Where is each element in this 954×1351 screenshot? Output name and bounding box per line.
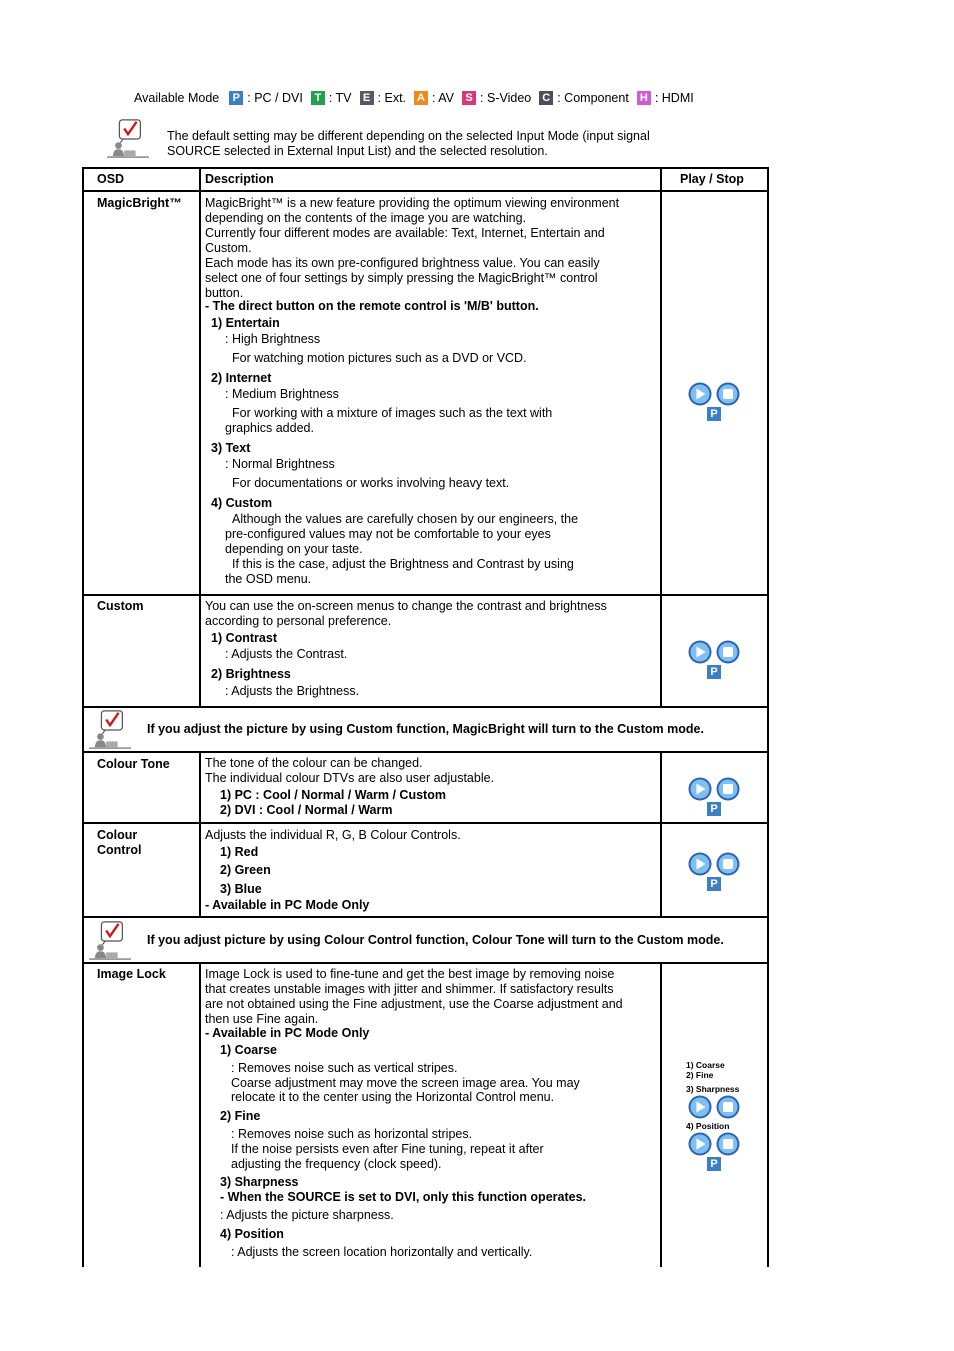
mode-ext-icon: E xyxy=(360,91,374,105)
mode-desc: pre-configured values may not be comfortable to your eyes xyxy=(225,527,551,541)
mode-desc: For documentations or works involving heavy text. xyxy=(232,476,510,490)
play-stop-controls[interactable] xyxy=(688,777,742,804)
mode-tv-icon: T xyxy=(311,91,325,105)
mode-pc-icon: P xyxy=(707,1157,721,1171)
play-stop-controls[interactable] xyxy=(688,640,742,667)
play-stop-controls[interactable] xyxy=(688,1095,742,1122)
mode-title: 3) Text xyxy=(211,441,251,455)
availability-note: - Available in PC Mode Only xyxy=(205,1026,370,1040)
desc-line: Custom. xyxy=(205,241,252,255)
image-lock-description xyxy=(205,967,655,1027)
osd-colour-tone: Colour Tone xyxy=(97,757,170,771)
legend-label: : AV xyxy=(432,91,455,105)
option-desc: : Adjusts the screen location horizontally and vertically. xyxy=(231,1245,533,1259)
mode-desc: : Normal Brightness xyxy=(225,457,335,471)
option-title: 3) Blue xyxy=(220,882,262,896)
legend-label: : Ext. xyxy=(377,91,407,105)
col-divider xyxy=(199,751,201,918)
option-title: 1) PC : Cool / Normal / Warm / Custom xyxy=(220,788,446,802)
colour-control-note: If you adjust picture by using Colour Control function, Colour Tone will turn to the Custom mode. xyxy=(147,933,724,947)
mode-desc: : High Brightness xyxy=(225,332,321,346)
table-border-right xyxy=(767,167,769,1267)
mode-pc-icon: P xyxy=(707,407,721,421)
osd-colour-control: Control xyxy=(97,843,142,857)
top-note xyxy=(167,129,650,159)
col-divider xyxy=(660,962,662,1267)
header-play-stop: Play / Stop xyxy=(680,172,744,186)
option-title: 2) Brightness xyxy=(211,667,291,681)
option-title: 1) Contrast xyxy=(211,631,277,645)
desc-line: are not obtained using the Fine adjustment, use the Coarse adjustment and xyxy=(205,997,623,1011)
option-title: 4) Position xyxy=(220,1227,284,1241)
col-divider xyxy=(199,167,201,708)
mode-desc: If this is the case, adjust the Brightness and Contrast by using xyxy=(232,557,574,571)
col-divider xyxy=(660,167,662,708)
osd-image-lock: Image Lock xyxy=(97,967,166,981)
col-divider xyxy=(199,962,201,1267)
availability-note: - Available in PC Mode Only xyxy=(205,898,370,912)
desc-line: button. xyxy=(205,286,244,300)
option-desc: : Adjusts the picture sharpness. xyxy=(220,1208,394,1222)
mode-desc: depending on your taste. xyxy=(225,542,363,556)
option-desc: : Removes noise such as horizontal stripes. xyxy=(231,1127,473,1141)
option-desc: relocate it to the center using the Horizontal Control menu. xyxy=(231,1090,555,1104)
mode-desc: Although the values are carefully chosen by our engineers, the xyxy=(232,512,579,526)
mode-desc: For watching motion pictures such as a DVD or VCD. xyxy=(232,351,527,365)
mode-desc: For working with a mixture of images such as the text with xyxy=(232,406,553,420)
option-title: 3) Sharpness xyxy=(220,1175,299,1189)
osd-colour-control: Colour xyxy=(97,828,138,842)
row-divider xyxy=(82,190,769,192)
dvi-note: - When the SOURCE is set to DVI, only this function operates. xyxy=(220,1190,587,1204)
mode-pc-icon: P xyxy=(229,91,243,105)
option-title: 2) DVI : Cool / Normal / Warm xyxy=(220,803,393,817)
top-note-line: The default setting may be different depending on the selected Input Mode (input signal xyxy=(167,129,650,143)
legend-label: : S-Video xyxy=(480,91,532,105)
mode-hdmi-icon: H xyxy=(637,91,651,105)
desc-line: MagicBright™ is a new feature providing the optimum viewing environment xyxy=(205,196,620,210)
legend-prefix: Available Mode xyxy=(134,91,220,105)
play-stop-controls[interactable] xyxy=(688,382,742,409)
osd-custom: Custom xyxy=(97,599,144,613)
magicbright-direct-note: - The direct button on the remote control is 'M/B' button. xyxy=(205,299,539,313)
option-desc: : Removes noise such as vertical stripes. xyxy=(231,1061,458,1075)
option-desc: adjusting the frequency (clock speed). xyxy=(231,1157,442,1171)
row-divider xyxy=(82,706,769,708)
desc-line: Each mode has its own pre-configured brightness value. You can easily xyxy=(205,256,600,270)
option-title: 2) Fine xyxy=(220,1109,261,1123)
mode-title: 1) Entertain xyxy=(211,316,280,330)
desc-line: Currently four different modes are available: Text, Internet, Entertain and xyxy=(205,226,605,240)
ps-label: 3) Sharpness xyxy=(686,1084,740,1094)
ps-label: 2) Fine xyxy=(686,1070,714,1080)
custom-note: If you adjust the picture by using Custom function, MagicBright will turn to the Custom mode. xyxy=(147,722,704,736)
mode-title: 4) Custom xyxy=(211,496,273,510)
mode-component-icon: C xyxy=(539,91,553,105)
desc-line: Image Lock is used to fine-tune and get the best image by removing noise xyxy=(205,967,615,981)
option-title: 1) Red xyxy=(220,845,259,859)
mode-pc-icon: P xyxy=(707,802,721,816)
table-border-top xyxy=(82,167,769,169)
ps-label: 1) Coarse xyxy=(686,1060,725,1070)
mode-svideo-icon: S xyxy=(462,91,476,105)
desc-line: select one of four settings by simply pressing the MagicBright™ control xyxy=(205,271,598,285)
row-divider xyxy=(82,822,769,824)
play-stop-controls[interactable] xyxy=(688,852,742,879)
note-icon xyxy=(88,709,132,752)
desc-line: depending on the contents of the image you are watching. xyxy=(205,211,527,225)
row-divider xyxy=(82,962,769,964)
magicbright-description xyxy=(205,196,655,301)
legend-label: : HDMI xyxy=(654,91,694,105)
desc-line: according to personal preference. xyxy=(205,614,392,628)
desc-line: The individual colour DTVs are also user adjustable. xyxy=(205,771,495,785)
option-desc: : Adjusts the Contrast. xyxy=(225,647,348,661)
top-note-line: SOURCE selected in External Input List) and the selected resolution. xyxy=(167,144,548,158)
note-icon xyxy=(88,920,132,963)
desc-line: that creates unstable images with jitter and shimmer. If satisfactory results xyxy=(205,982,614,996)
row-divider xyxy=(82,594,769,596)
desc-line: The tone of the colour can be changed. xyxy=(205,756,423,770)
legend-label: : Component xyxy=(557,91,629,105)
option-title: 1) Coarse xyxy=(220,1043,277,1057)
legend-label: : TV xyxy=(328,91,352,105)
legend-label: : PC / DVI xyxy=(247,91,303,105)
osd-magicbright: MagicBright™ xyxy=(97,196,182,210)
option-desc: If the noise persists even after Fine tuning, repeat it after xyxy=(231,1142,544,1156)
available-mode-legend xyxy=(134,91,694,105)
mode-desc: the OSD menu. xyxy=(225,572,312,586)
option-desc: Coarse adjustment may move the screen image area. You may xyxy=(231,1076,580,1090)
col-divider xyxy=(660,751,662,918)
ps-label: 4) Position xyxy=(686,1121,730,1131)
desc-line: then use Fine again. xyxy=(205,1012,319,1026)
row-divider xyxy=(82,751,769,753)
mode-pc-icon: P xyxy=(707,877,721,891)
desc-line: You can use the on-screen menus to change the contrast and brightness xyxy=(205,599,607,613)
mode-title: 2) Internet xyxy=(211,371,272,385)
header-description: Description xyxy=(205,172,274,186)
play-stop-controls[interactable] xyxy=(688,1132,742,1159)
mode-pc-icon: P xyxy=(707,665,721,679)
table-border-left xyxy=(82,167,84,1267)
option-title: 2) Green xyxy=(220,863,271,877)
mode-av-icon: A xyxy=(414,91,428,105)
header-osd: OSD xyxy=(97,172,125,186)
row-divider xyxy=(82,916,769,918)
note-icon xyxy=(106,118,150,161)
mode-desc: graphics added. xyxy=(225,421,314,435)
desc-line: Adjusts the individual R, G, B Colour Controls. xyxy=(205,828,461,842)
option-desc: : Adjusts the Brightness. xyxy=(225,684,360,698)
mode-desc: : Medium Brightness xyxy=(225,387,339,401)
